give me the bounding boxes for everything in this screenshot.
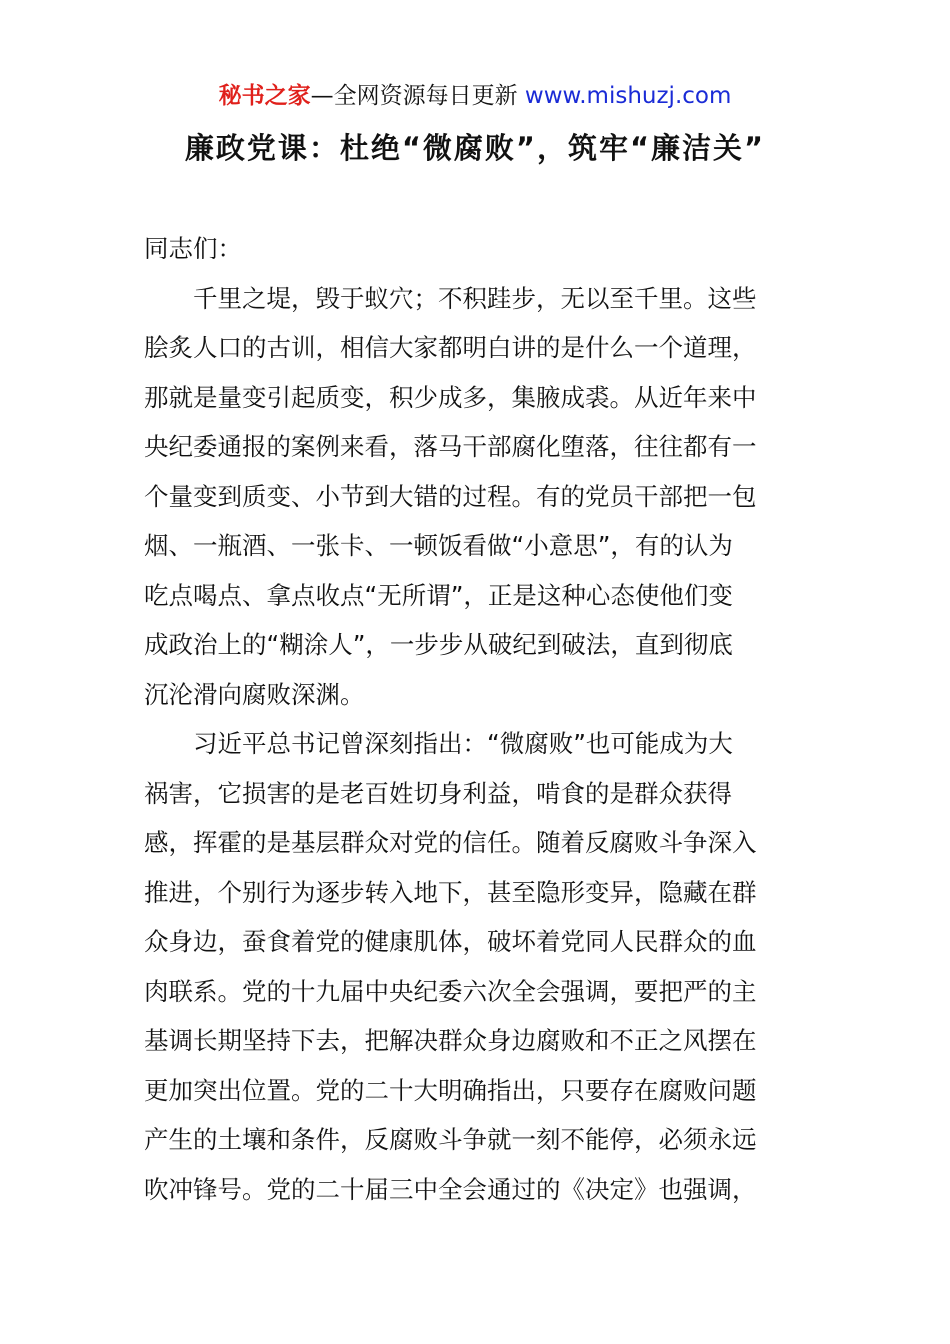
paragraph-line: 更加突出位置。党的二十大明确指出，只要存在腐败问题 (144, 1075, 757, 1105)
paragraph-line: 沉沦滑向腐败深渊。 (144, 679, 365, 709)
paragraph-line: 千里之堤，毁于蚁穴；不积跬步，无以至千里。这些 (193, 283, 757, 313)
paragraph-line: 基调长期坚持下去，把解决群众身边腐败和不正之风摆在 (144, 1026, 757, 1055)
paragraph-line: 肉联系。党的十九届中央纪委六次全会强调，要把严的主 (144, 976, 757, 1006)
paragraph-line: 央纪委通报的案例来看，落马干部腐化堕落，往往都有一 (144, 432, 757, 461)
paragraph-1 (144, 274, 814, 720)
site-tagline: —全网资源每日更新 (310, 83, 525, 109)
site-url-link[interactable]: www.mishuzj.com (524, 83, 732, 109)
document-title: 廉政党课：杜绝“微腐败”，筑牢“廉洁关” (184, 131, 766, 165)
document-body (144, 224, 814, 1214)
paragraph-line: 吃点喝点、拿点收点“无所谓”，正是这种心态使他们变 (144, 580, 733, 610)
paragraph-line: 成政治上的“糊涂人”，一步步从破纪到破法，直到彻底 (144, 630, 733, 659)
paragraph-line: 感，挥霍的是基层群众对党的信任。随着反腐败斗争深入 (144, 828, 757, 857)
paragraph-2 (144, 719, 814, 1214)
paragraph-line: 产生的土壤和条件，反腐败斗争就一刻不能停，必须永远 (144, 1125, 757, 1154)
site-header (0, 80, 950, 112)
paragraph-line: 吹冲锋号。党的二十届三中全会通过的《决定》也强调， (144, 1174, 757, 1204)
paragraph-line: 推进，个别行为逐步转入地下，甚至隐形变异，隐藏在群 (144, 877, 757, 907)
paragraph-line: 脍炙人口的古训，相信大家都明白讲的是什么一个道理， (144, 333, 757, 362)
paragraph-line: 众身边，蚕食着党的健康肌体，破坏着党同人民群众的血 (144, 927, 757, 956)
paragraph-line: 习近平总书记曾深刻指出：“微腐败”也可能成为大 (193, 729, 733, 758)
site-brand: 秘书之家 (218, 83, 311, 109)
paragraph-line: 祸害，它损害的是老百姓切身利益，啃食的是群众获得 (144, 778, 732, 808)
paragraph-line: 那就是量变引起质变，积少成多，集腋成裘。从近年来中 (144, 382, 757, 412)
paragraph-line: 烟、一瓶酒、一张卡、一顿饭看做“小意思”，有的认为 (144, 531, 733, 560)
paragraph-line: 个量变到质变、小节到大错的过程。有的党员干部把一包 (144, 481, 757, 511)
salutation: 同志们： (144, 234, 242, 263)
